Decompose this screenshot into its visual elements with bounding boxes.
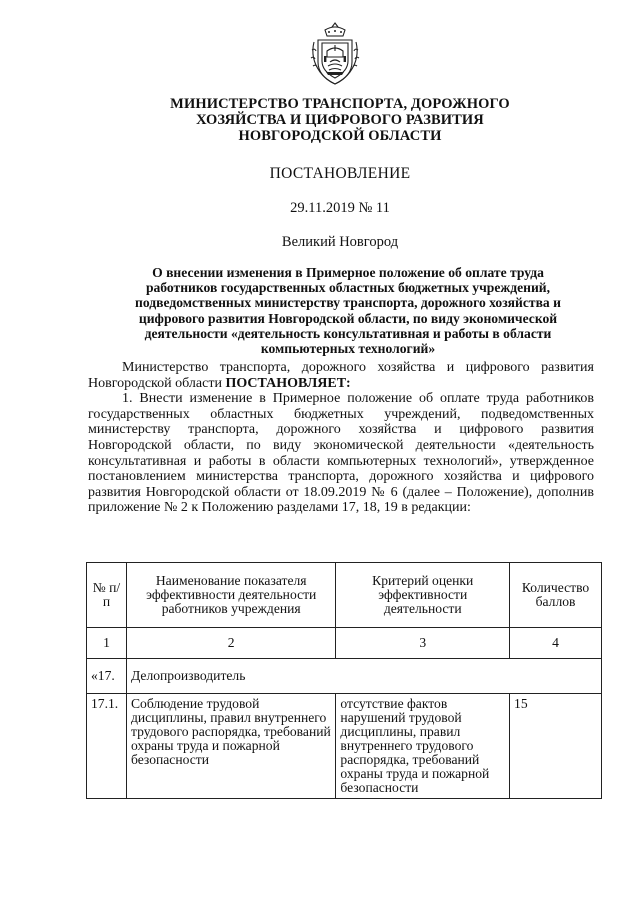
- preamble-text: Министерство транспорта, дорожного хозяйства и цифрового развития Новгородской области: [88, 360, 594, 391]
- document-city: Великий Новгород: [281, 234, 399, 250]
- row-indicator: Соблюдение трудовой дисциплины, правил внутреннего трудового распорядка, требований охраны труда и пожарной безопасности: [126, 694, 335, 799]
- row-num: 17.1.: [87, 694, 127, 799]
- document-type: ПОСТАНОВЛЕНИЕ: [269, 165, 411, 182]
- colnum-2: 2: [126, 628, 335, 659]
- table-section-row: [87, 659, 602, 694]
- header-points: Количество баллов: [510, 563, 602, 628]
- ministry-line-1: МИНИСТЕРСТВО ТРАНСПОРТА, ДОРОЖНОГО: [170, 96, 510, 112]
- ministry-name: [110, 96, 570, 144]
- colnum-1: 1: [87, 628, 127, 659]
- subject-line-3: подведомственных министерству транспорта, дорожного хозяйства и: [135, 295, 561, 311]
- document-body: [88, 360, 594, 516]
- header-criterion: Критерий оценки эффективности деятельности: [336, 563, 510, 628]
- document-subject: [112, 265, 584, 356]
- item-1-paragraph: 1. Внести изменение в Примерное положение об оплате труда работников государственных областных бюджетных учреждений, подведомственных министерству транспорта, дорожного хозяйства и цифрового развития Новгородской области, по виду экономической деятельности «деятельность консультативная и работы в области компьютерных технологий», утвержденное постановлением министерства транспорта, дорожного хозяйства и цифрового развития Новгородской области от 18.09.2019 № 6 (далее – Положение), дополнив приложение № 2 к Положению разделами 17, 18, 19 в редакции:: [88, 391, 594, 516]
- colnum-4: 4: [510, 628, 602, 659]
- header-indicator: Наименование показателя эффективности деятельности работников учреждения: [126, 563, 335, 628]
- colnum-3: 3: [336, 628, 510, 659]
- row-points: 15: [510, 694, 602, 799]
- table-header-row: [87, 563, 602, 628]
- document-date-number: 29.11.2019 № 11: [290, 200, 390, 216]
- table-row: [87, 694, 602, 799]
- ministry-line-3: НОВГОРОДСКОЙ ОБЛАСТИ: [238, 128, 442, 144]
- criteria-table: [86, 562, 602, 799]
- table-colnum-row: [87, 628, 602, 659]
- header-num: № п/п: [87, 563, 127, 628]
- section-title: Делопроизводитель: [126, 659, 601, 694]
- row-criterion: отсутствие фактов нарушений трудовой дисциплины, правил внутреннего трудового распорядка, требований охраны труда и пожарной безопасности: [336, 694, 510, 799]
- resolves-keyword: ПОСТАНОВЛЯЕТ:: [225, 375, 351, 391]
- subject-line-1: О внесении изменения в Примерное положение об оплате труда: [152, 265, 544, 280]
- ministry-line-2: ХОЗЯЙСТВА И ЦИФРОВОГО РАЗВИТИЯ: [196, 112, 484, 128]
- preamble-paragraph: [88, 360, 594, 391]
- subject-line-2: работников государственных областных бюджетных учреждений,: [145, 280, 551, 296]
- subject-line-6: компьютерных технологий»: [260, 341, 436, 357]
- section-num: «17.: [87, 659, 127, 694]
- coat-of-arms-icon: [308, 20, 362, 88]
- subject-line-4: цифрового развития Новгородской области, по виду экономической: [138, 310, 558, 326]
- subject-line-5: деятельности «деятельность консультативная и работы в области: [144, 325, 552, 341]
